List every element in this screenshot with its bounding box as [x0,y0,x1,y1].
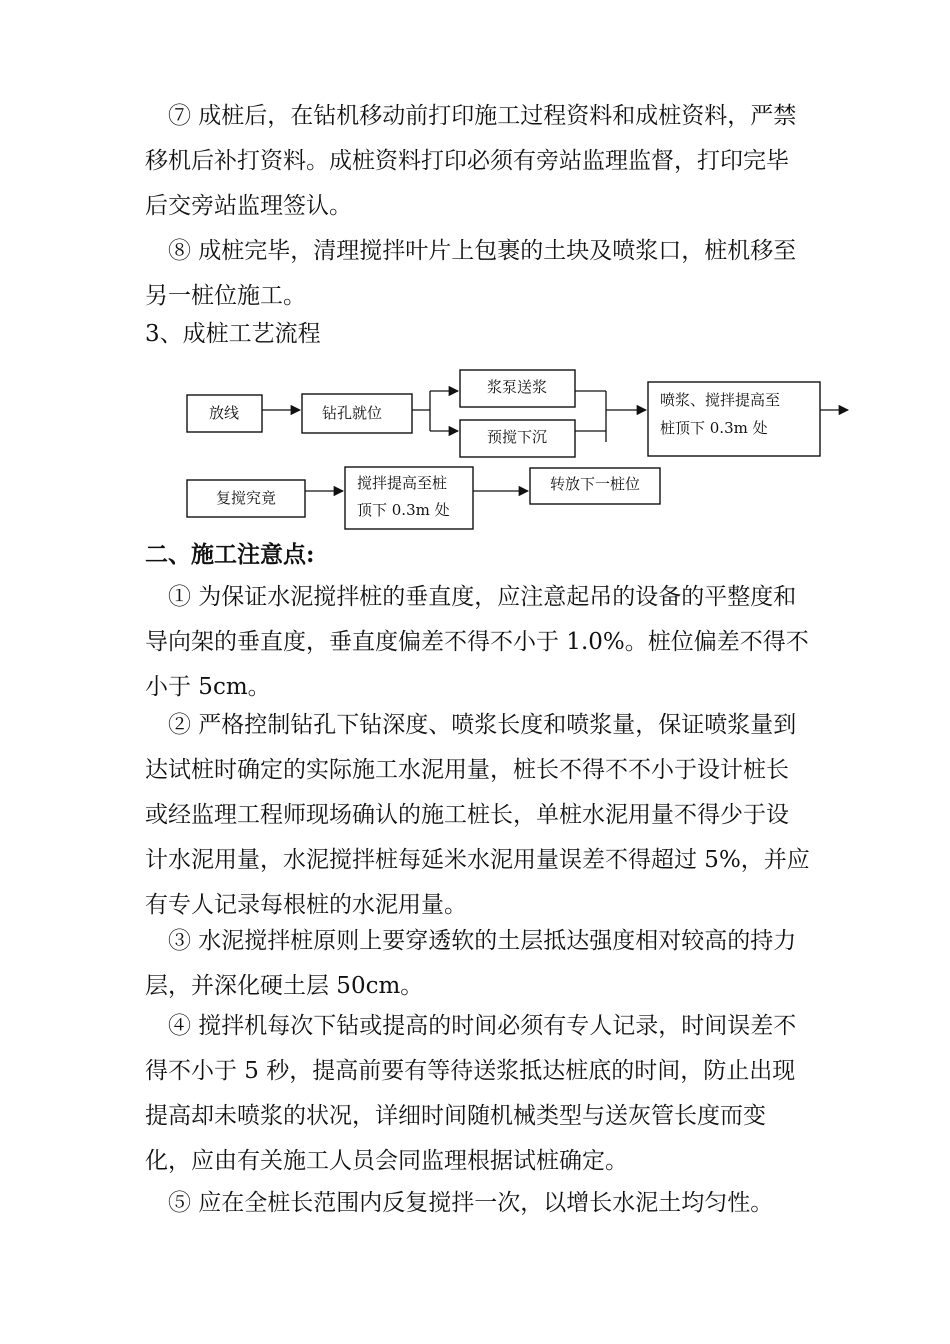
paragraph-precaution-4: ④ 搅拌机每次下钻或提高的时间必须有专人记录，时间误差不得不小于 5 秒，提高前要有等待送浆抵达桩底的时间，防止出现提高却未喷浆的状况，详细时间随机械类型与送灰管长度而变化，应由有关施工人员会同监理根据试桩确定。 [145,1013,797,1174]
flow-label-pump-slurry: 浆泵送浆 [486,378,548,396]
flow-label-mix-lift-1: 搅拌提高至桩 [357,474,448,492]
paragraph-step-7: ⑦ 成桩后，在钻机移动前打印施工过程资料和成桩资料，严禁移机后补打资料。成桩资料打印必须有旁站监理监督，打印完毕后交旁站监理签认。 [145,103,797,219]
flow-label-pre-mix-sink: 预搅下沉 [486,428,548,446]
flow-label-drill-position: 钻孔就位 [321,404,383,422]
paragraph-precaution-3: ③ 水泥搅拌桩原则上要穿透软的土层抵达强度相对较高的持力层，并深化硬土层 50cm。 [145,928,797,999]
flow-label-remix: 复搅究竟 [215,489,277,507]
flow-label-layout: 放线 [208,404,240,422]
section-heading-precautions: 二、施工注意点: [145,541,315,568]
paragraph-precaution-2: ② 严格控制钻孔下钻深度、喷浆长度和喷浆量，保证喷浆量到达试桩时确定的实际施工水泥用量，桩长不得不不小于设计桩长或经监理工程师现场确认的施工桩长，单桩水泥用量不得少于设计水泥用量，水泥搅拌桩每延米水泥用量误差不得超过 5%，并应有专人记录每根桩的水泥用量。 [145,712,810,918]
flow-label-mix-lift-2: 顶下 0.3m 处 [357,501,450,519]
paragraph-precaution-1: ① 为保证水泥搅拌桩的垂直度，应注意起吊的设备的平整度和导向架的垂直度，垂直度偏差不得不小于 1.0%。桩位偏差不得不小于 5cm。 [145,584,809,700]
paragraph-precaution-5: ⑤ 应在全桩长范围内反复搅拌一次，以增长水泥土均匀性。 [168,1190,774,1216]
subsection-heading-process-flow: 3、成桩工艺流程 [145,321,321,347]
flow-label-spray-mix-lift-2: 桩顶下 0.3m 处 [660,419,768,437]
flow-label-spray-mix-lift-1: 喷浆、搅拌提高至 [660,391,781,409]
paragraph-step-8: ⑧ 成桩完毕，清理搅拌叶片上包裹的土块及喷浆口，桩机移至另一桩位施工。 [145,238,797,309]
flow-label-next-pile: 转放下一桩位 [549,475,641,493]
process-flowchart [0,360,950,540]
